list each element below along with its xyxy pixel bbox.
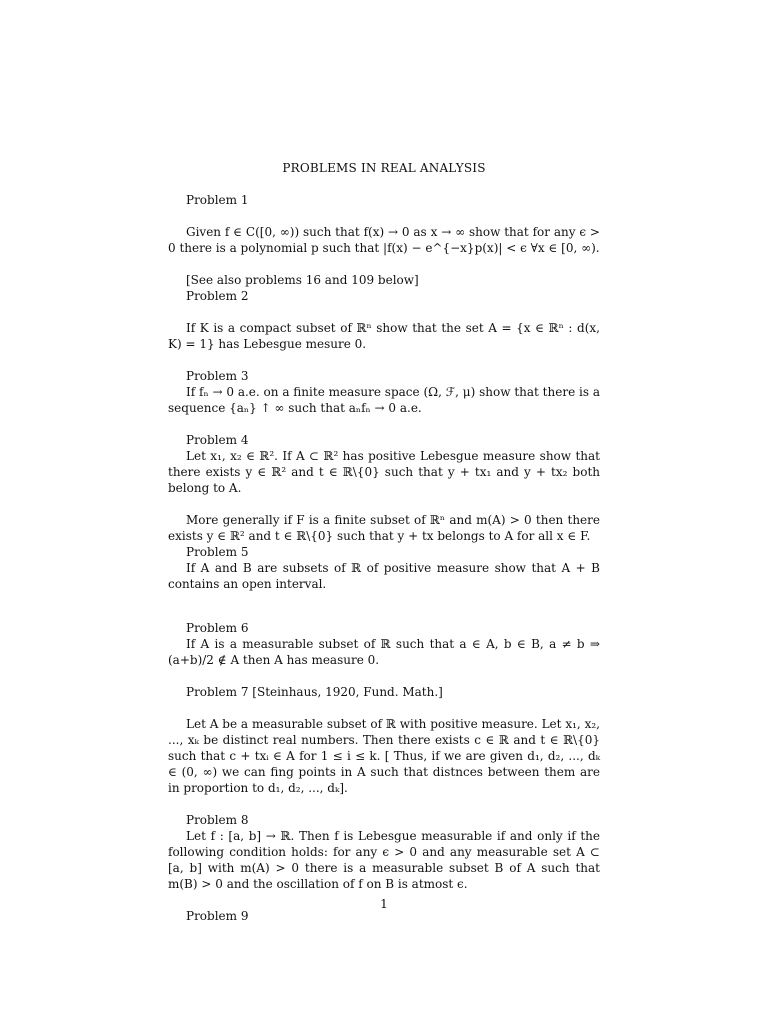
problem-5-text: If A and B are subsets of ℝ of positive measure show that A + B contains an open interval. <box>168 561 600 591</box>
problem-1-heading: Problem 1 <box>186 193 249 207</box>
problem-8-heading: Problem 8 <box>186 813 249 827</box>
problem-9-heading: Problem 9 <box>186 909 249 923</box>
problem-6-heading: Problem 6 <box>186 621 249 635</box>
problem-3-heading: Problem 3 <box>186 369 249 383</box>
problem-5-heading: Problem 5 <box>186 545 249 559</box>
problem-8-text: Let f : [a, b] → ℝ. Then f is Lebesgue measurable if and only if the following condition holds: for any ϵ > 0 and any measurable set A ⊂ [a, b] with m(A) > 0 there is a measurable subset B of A such that m(B) > 0 and the oscillation of f on B is atmost ϵ. <box>168 829 600 891</box>
problem-1-note: [See also problems 16 and 109 below] <box>186 273 419 287</box>
document-page <box>168 160 600 924</box>
problem-7-text: Let A be a measurable subset of ℝ with positive measure. Let x₁, x₂, ..., xₖ be distinct real numbers. Then there exists c ∈ ℝ and t ∈ ℝ\{0} such that c + txᵢ ∈ A for 1 ≤ i ≤ k. [ Thus, if we are given d₁, d₂, ..., dₖ ∈ (0, ∞) we can fing points in A such that distnces between them are in proportion to d₁, d₂, ..., dₖ]. <box>168 717 600 795</box>
problem-2-heading: Problem 2 <box>186 289 249 303</box>
problem-4-generalization: More generally if F is a finite subset of ℝⁿ and m(A) > 0 then there exists y ∈ ℝ² and t ∈ ℝ\{0} such that y + tx belongs to A for all x ∈ F. <box>168 513 600 543</box>
problem-2-text: If K is a compact subset of ℝⁿ show that the set A = {x ∈ ℝⁿ : d(x, K) = 1} has Lebesgue mesure 0. <box>168 321 600 351</box>
problem-3-text: If fₙ → 0 a.e. on a finite measure space (Ω, ℱ, μ) show that there is a sequence {aₙ} ↑ ∞ such that aₙfₙ → 0 a.e. <box>168 385 600 415</box>
problem-4-text: Let x₁, x₂ ∈ ℝ². If A ⊂ ℝ² has positive Lebesgue measure show that there exists y ∈ ℝ² and t ∈ ℝ\{0} such that y + tx₁ and y + tx₂ both belong to A. <box>168 449 600 495</box>
problem-7-heading: Problem 7 [Steinhaus, 1920, Fund. Math.] <box>186 685 443 699</box>
problem-6-text: If A is a measurable subset of ℝ such that a ∈ A, b ∈ B, a ≠ b ⇒ (a+b)/2 ∉ A then A has measure 0. <box>168 637 600 667</box>
problem-1-text: Given f ∈ C([0, ∞)) such that f(x) → 0 as x → ∞ show that for any ϵ > 0 there is a polynomial p such that |f(x) − e^{−x}p(x)| < ϵ ∀x ∈ [0, ∞). <box>168 225 600 255</box>
document-title: PROBLEMS IN REAL ANALYSIS <box>282 161 486 175</box>
problem-4-heading: Problem 4 <box>186 433 249 447</box>
page-number: 1 <box>380 897 388 911</box>
